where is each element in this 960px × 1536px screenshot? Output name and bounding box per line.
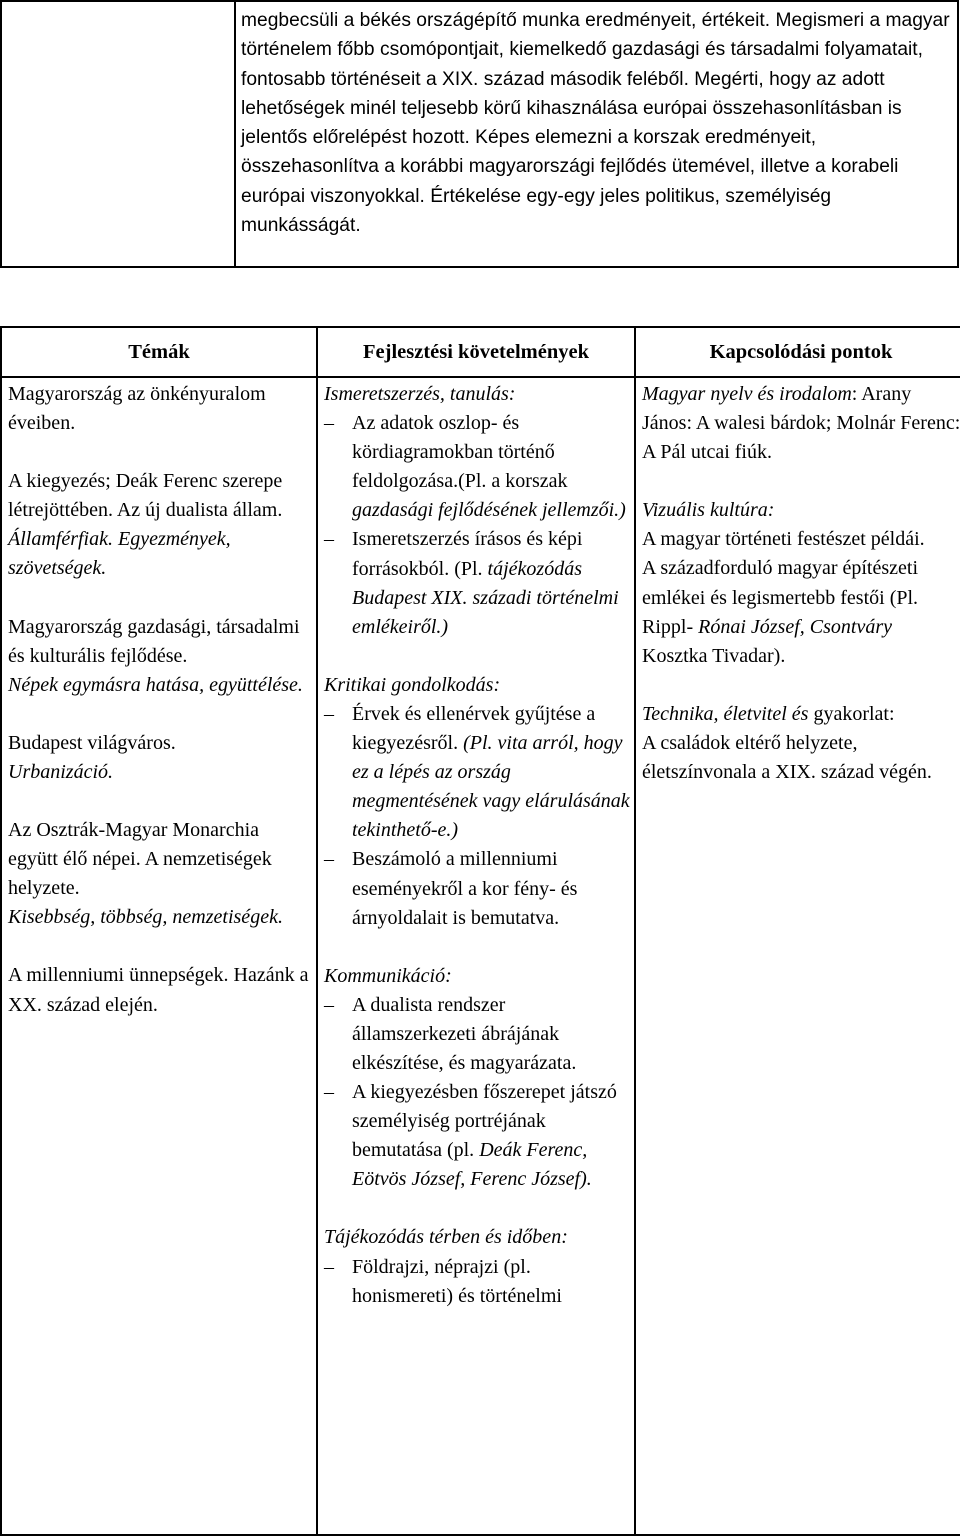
topic-text: Budapest világváros. (8, 731, 176, 754)
top-text-cell (235, 1, 958, 267)
topic-text: Magyarország gazdasági, társadalmi és kulturális fejlődése. (8, 615, 300, 667)
top-paragraph: megbecsüli a békés országépítő munka eredményeit, értékeit. Megismeri a magyar történelem főbb csomópontjait, kiemelkedő gazdasági és társadalmi folyamatait, fontosabb történéseit a XIX. század második feléből. Megérti, hogy az adott lehetőségek minél teljesebb körű kihasználása európai összehasonlításban is jelentős előrelépést hozott. Képes elemezni a korszak eredményeit, összehasonlítva a korábbi magyarországi fejlődés ütemével, illetve a korabeli európai viszonyokkal. Értékelése egy-egy jeles politikus, személyiség munkásságát. (241, 10, 950, 237)
dash-bullet: – (324, 993, 334, 1016)
dash-bullet: – (324, 412, 334, 435)
header-fejlesztesi: Fejlesztési követelmények (317, 327, 635, 377)
dash-bullet: – (324, 528, 334, 551)
connections-cell (635, 377, 960, 1535)
requirements-cell (317, 377, 635, 1535)
top-table (0, 0, 959, 268)
section-heading: Kritikai gondolkodás: (324, 673, 501, 696)
connection-text: A századforduló magyar építészeti emlékei és legismertebb festői (Pl. Rippl- Rónai József, Csontváry Kosztka Tivadar). (642, 557, 919, 667)
list-item: – A dualista rendszer államszerkezeti ábrájának elkészítése, és magyarázata. (324, 991, 630, 1078)
list-item: – Az adatok oszlop- és kördiagramokban történő feldolgozása.(Pl. a korszak gazdasági fejlődésének jellemzői.) (324, 409, 630, 525)
section-heading: Ismeretszerzés, tanulás: (324, 383, 516, 405)
top-empty-cell (1, 1, 235, 267)
header-row (1, 327, 960, 377)
content-row (1, 377, 960, 1535)
dash-bullet: – (324, 848, 334, 871)
topic-text: A kiegyezés; Deák Ferenc szerepe létrejöttében. Az új dualista állam. (8, 470, 283, 522)
header-kapcsolodasi: Kapcsolódási pontok (635, 327, 960, 377)
list-item: – A kiegyezésben főszerepet játszó személyiség portréjának bemutatása (pl. Deák Ferenc, Eötvös József, Ferenc József). (324, 1078, 630, 1194)
dash-bullet: – (324, 1255, 334, 1278)
connection-heading: Vizuális kultúra: (642, 499, 775, 522)
section-heading: Kommunikáció: (324, 964, 452, 987)
topics-cell (1, 377, 317, 1535)
dash-bullet: – (324, 1081, 334, 1104)
topic-text: Az Osztrák-Magyar Monarchia együtt élő népei. A nemzetiségek helyzete. (8, 819, 272, 900)
topic-text: Magyarország az önkényuralom éveiben. (8, 383, 266, 435)
topic-concepts: Kisebbség, többség, nemzetiségek. (8, 906, 283, 929)
connection-block: Magyar nyelv és irodalom: Arany János: A walesi bárdok; Molnár Ferenc: A Pál utcai fiúk. (642, 383, 960, 464)
curriculum-table (0, 326, 960, 1536)
connection-text: A magyar történeti festészet példái. (642, 528, 925, 551)
connection-text: A családok eltérő helyzete, életszínvonala a XIX. század végén. (642, 731, 932, 784)
section-heading: Tájékozódás térben és időben: (324, 1226, 568, 1249)
list-item: – Érvek és ellenérvek gyűjtése a kiegyezésről. (Pl. vita arról, hogy ez a lépés az ország megmentésének vagy elárulásának tekinthető-e.) (324, 700, 630, 845)
topic-concepts: Népek egymásra hatása, együttélése. (8, 673, 303, 696)
connection-heading: Technika, életvitel és gyakorlat: (642, 702, 895, 725)
topic-concepts: Urbanizáció. (8, 760, 113, 783)
topic-text: A millenniumi ünnepségek. Hazánk a XX. század elején. (8, 964, 309, 1016)
topic-concepts: Államférfiak. Egyezmények, szövetségek. (8, 528, 231, 580)
list-item: – Ismeretszerzés írásos és képi forrásokból. (Pl. tájékozódás Budapest XIX. századi történelmi emlékeiről.) (324, 525, 630, 641)
dash-bullet: – (324, 702, 334, 725)
list-item: – Földrajzi, néprajzi (pl. honismereti) és történelmi (324, 1253, 630, 1311)
header-temak: Témák (1, 327, 317, 377)
list-item: – Beszámoló a millenniumi eseményekről a kor fény- és árnyoldalait is bemutatva. (324, 845, 630, 932)
